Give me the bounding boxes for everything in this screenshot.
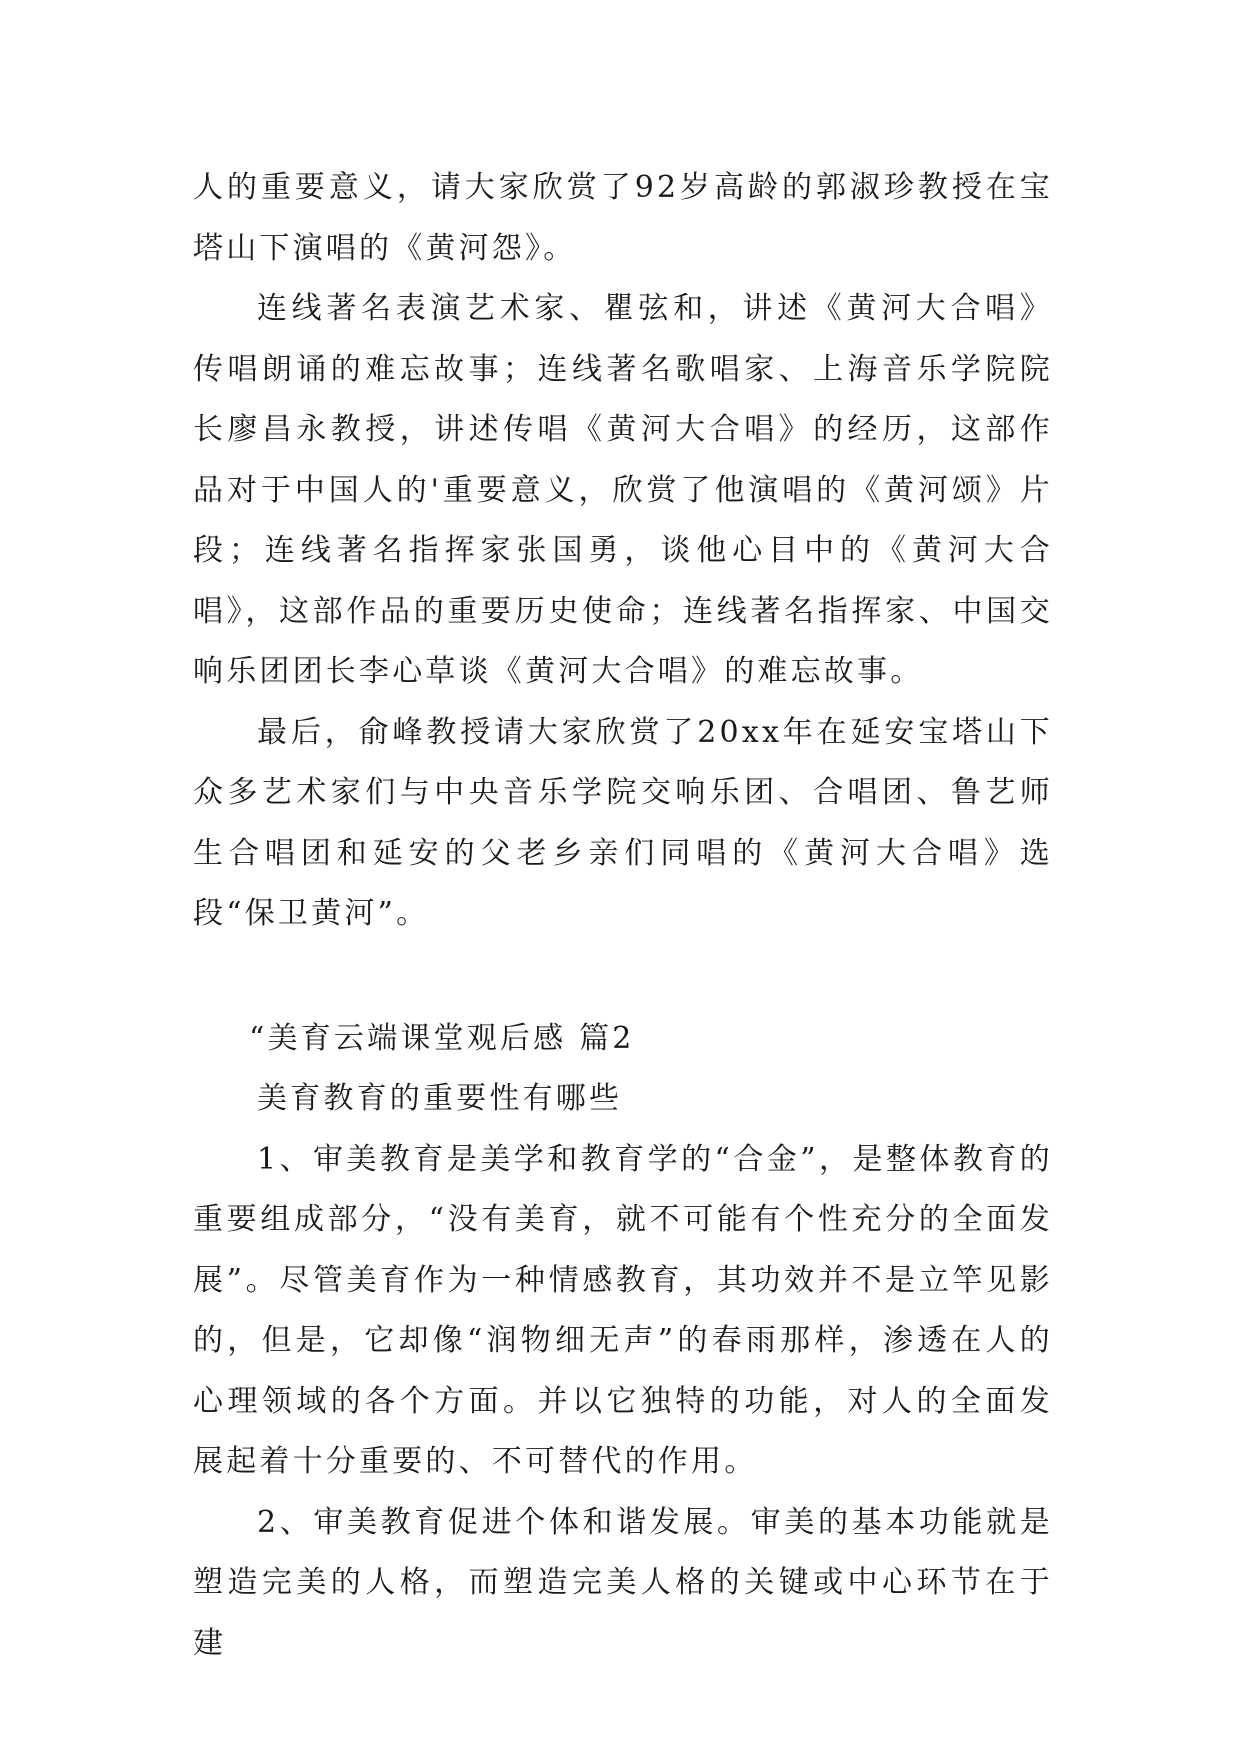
paragraph-continuation: 人的重要意义，请大家欣赏了92岁高龄的郭淑珍教授在宝塔山下演唱的《黄河怨》。 — [193, 170, 1053, 266]
section-spacer — [193, 945, 1053, 1009]
paragraph-connections: 连线著名表演艺术家、瞿弦和，讲述《黄河大合唱》传唱朗诵的难忘故事；连线著名歌唱家、上海音乐学院院长廖昌永教授，讲述传唱《黄河大合唱》的经历，这部作品对于中国人的'重要意义，欣赏了他演唱的《黄河颂》片段；连线著名指挥家张国勇，谈他心目中的《黄河大合唱》，这部作品的重要历史使命；连线著名指挥家、中国交响乐团团长李心草谈《黄河大合唱》的难忘故事。 — [193, 291, 1053, 689]
paragraph-point-2: 2、审美教育促进个体和谐发展。审美的基本功能就是塑造完美的人格，而塑造完美人格的关键或中心环节在于建 — [193, 1504, 1053, 1661]
paragraph-point-1: 1、审美教育是美学和教育学的“合金”，是整体教育的重要组成部分，“没有美育，就不可能有个性充分的全面发展”。尽管美育作为一种情感教育，其功效并不是立竿见影的，但是，它却像“润物细无声”的春雨那样，渗透在人的心理领域的各个方面。并以它独特的功能，对人的全面发展起着十分重要的、不可替代的作用。 — [193, 1141, 1053, 1479]
paragraph-finale: 最后，俞峰教授请大家欣赏了20xx年在延安宝塔山下众多艺术家们与中央音乐学院交响乐团、合唱团、鲁艺师生合唱团和延安的父老乡亲们同唱的《黄河大合唱》选段“保卫黄河”。 — [193, 714, 1053, 931]
section-subtitle: 美育教育的重要性有哪些 — [257, 1081, 623, 1116]
document-body — [193, 158, 1053, 1674]
section-title: “美育云端课堂观后感 篇2 — [249, 1020, 635, 1056]
